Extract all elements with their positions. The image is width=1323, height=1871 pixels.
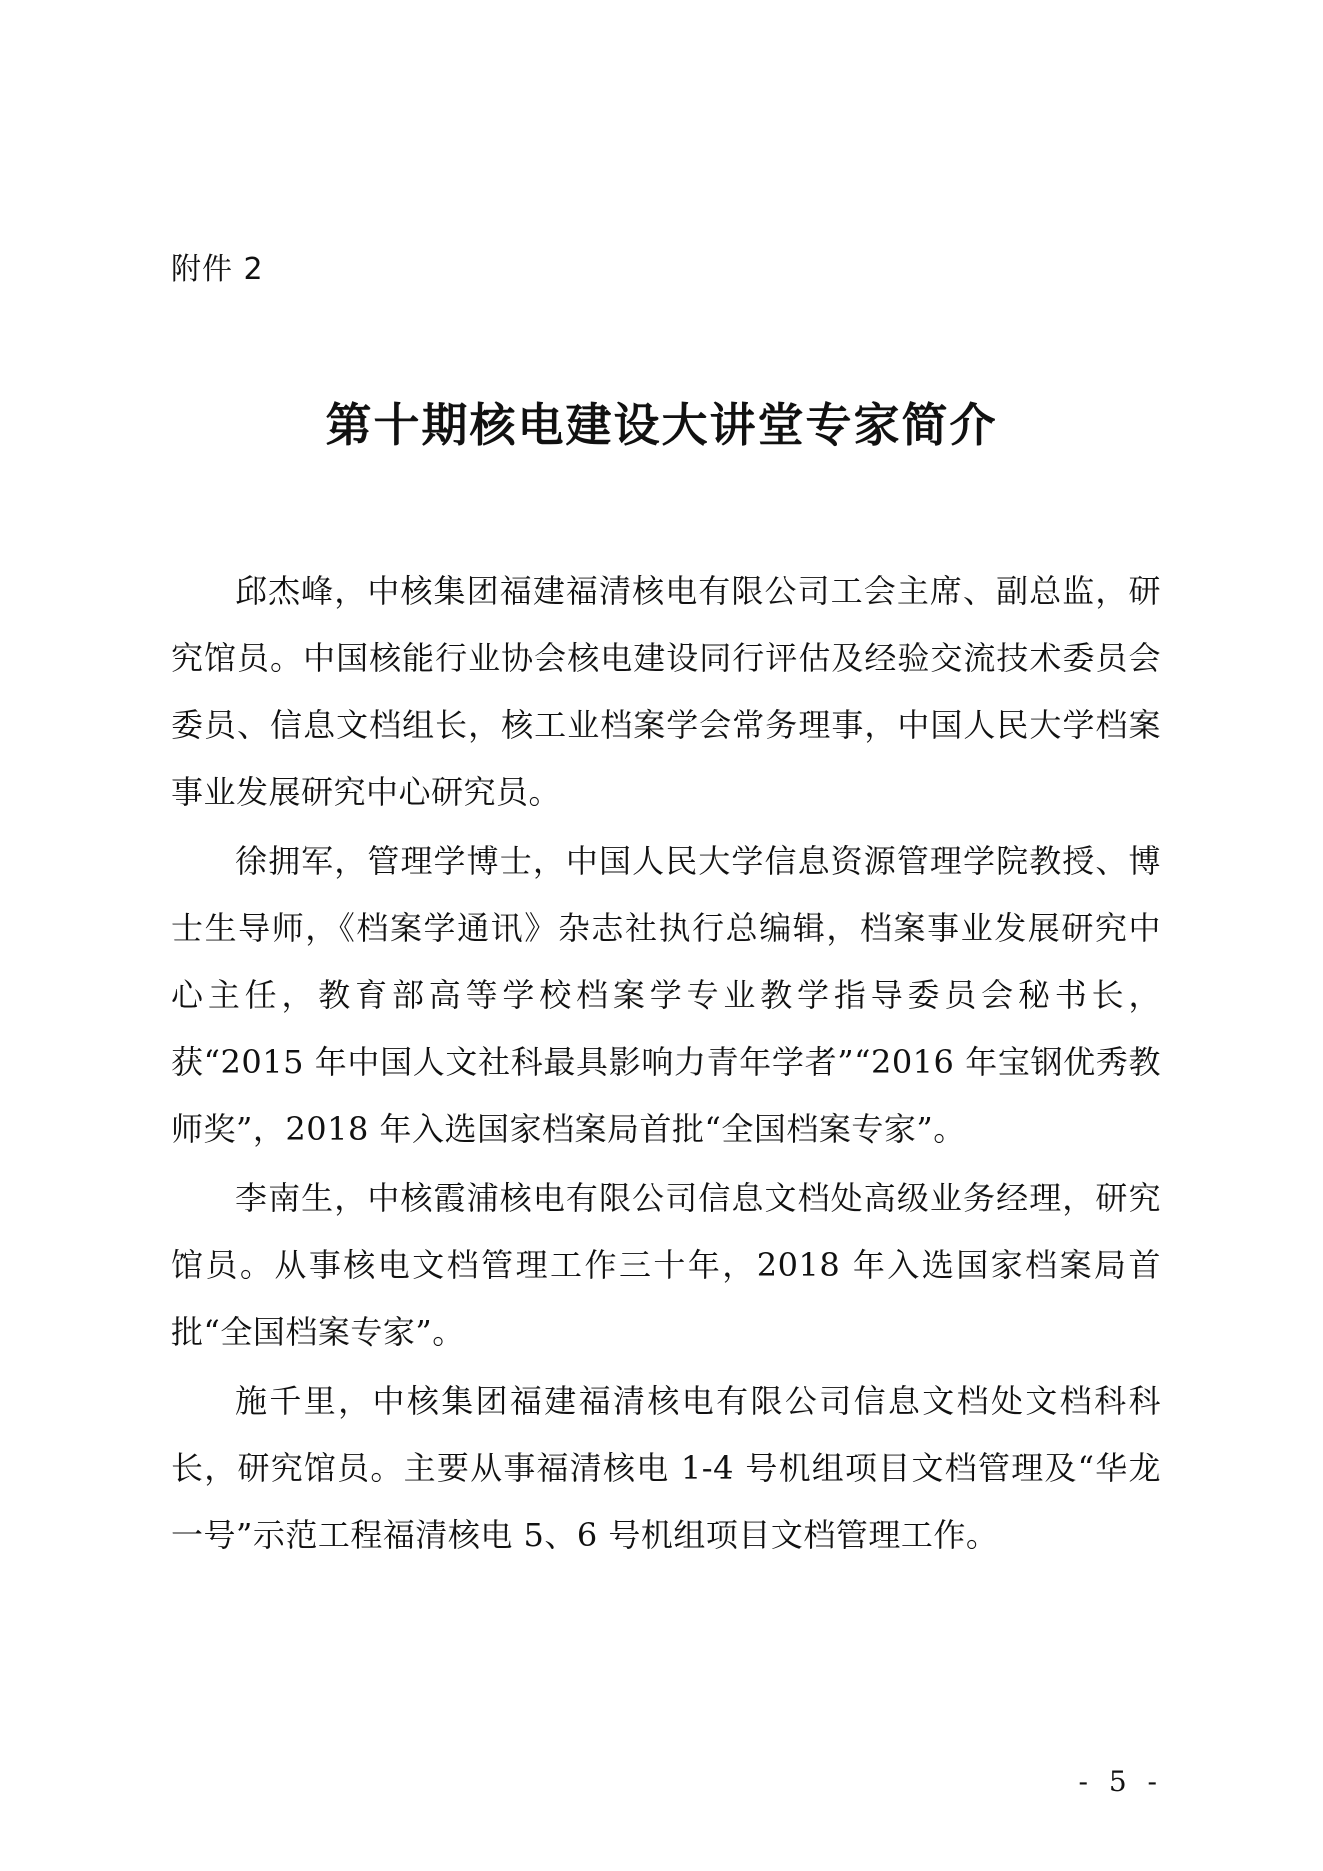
document-body: [171, 558, 1161, 1571]
expert-bio-paragraph: 邱杰峰，中核集团福建福清核电有限公司工会主席、副总监，研究馆员。中国核能行业协会核电建设同行评估及经验交流技术委员会委员、信息文档组长，核工业档案学会常务理事，中国人民大学档案事业发展研究中心研究员。: [171, 572, 1161, 811]
expert-bio-paragraph: 徐拥军，管理学博士，中国人民大学信息资源管理学院教授、博士生导师，《档案学通讯》杂志社执行总编辑，档案事业发展研究中心主任，教育部高等学校档案学专业教学指导委员会秘书长，获“2015 年中国人文社科最具影响力青年学者”“2016 年宝钢优秀教师奖”，2018 年入选国家档案局首批“全国档案专家”。: [171, 842, 1161, 1148]
page-number: - 5 -: [1078, 1765, 1163, 1798]
expert-bio-paragraph: 施千里，中核集团福建福清核电有限公司信息文档处文档科科长，研究馆员。主要从事福清核电 1-4 号机组项目文档管理及“华龙一号”示范工程福清核电 5、6 号机组项目文档管理工作。: [171, 1382, 1161, 1554]
expert-bio-paragraph: 李南生，中核霞浦核电有限公司信息文档处高级业务经理，研究馆员。从事核电文档管理工作三十年，2018 年入选国家档案局首批“全国档案专家”。: [171, 1179, 1161, 1351]
attachment-label: 附件 2: [171, 252, 264, 287]
document-title: 第十期核电建设大讲堂专家简介: [325, 398, 998, 452]
